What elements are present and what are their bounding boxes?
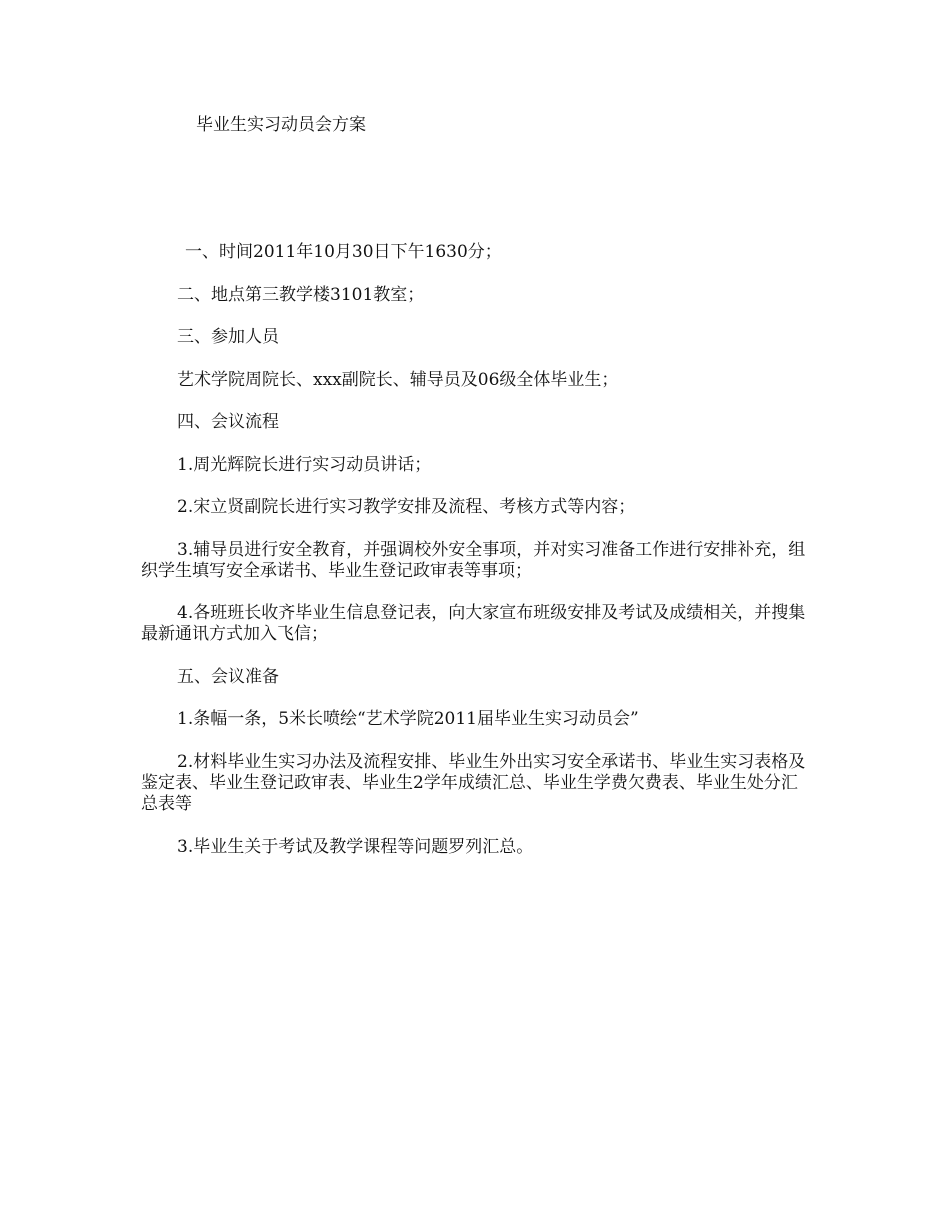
- paragraph-preparation-1: 1.条幅一条，5米长喷绘“艺术学院2011届毕业生实习动员会”: [177, 709, 639, 729]
- paragraph-process-3: 3.辅导员进行安全教育，并强调校外安全事项，并对实习准备工作进行安排补充，组织学生填写安全承诺书、毕业生登记政审表等事项；: [141, 540, 806, 581]
- paragraph-process-2: 2.宋立贤副院长进行实习教学安排及流程、考核方式等内容；: [177, 497, 636, 517]
- paragraph-process-1: 1.周光辉院长进行实习动员讲话；: [177, 455, 432, 475]
- paragraph-preparation-2: 2.材料毕业生实习办法及流程安排、毕业生外出实习安全承诺书、毕业生实习表格及鉴定表、毕业生登记政审表、毕业生2学年成绩汇总、毕业生学费欠费表、毕业生处分汇总表等: [141, 752, 806, 814]
- paragraph-time: 一、时间2011年10月30日下午1630分；: [185, 242, 502, 262]
- paragraph-preparation-3: 3.毕业生关于考试及教学课程等问题罗列汇总。: [177, 837, 534, 857]
- paragraph-participants: 艺术学院周院长、xxx副院长、辅导员及06级全体毕业生；: [177, 370, 619, 390]
- document-title: 毕业生实习动员会方案: [196, 115, 366, 135]
- paragraph-preparation-heading: 五、会议准备: [177, 667, 279, 687]
- paragraph-process-4: 4.各班班长收齐毕业生信息登记表，向大家宣布班级安排及考试及成绩相关，并搜集最新通讯方式加入飞信；: [141, 603, 806, 644]
- paragraph-location: 二、地点第三教学楼3101教室；: [177, 285, 425, 305]
- paragraph-process-heading: 四、会议流程: [177, 412, 279, 432]
- paragraph-participants-heading: 三、参加人员: [177, 327, 279, 347]
